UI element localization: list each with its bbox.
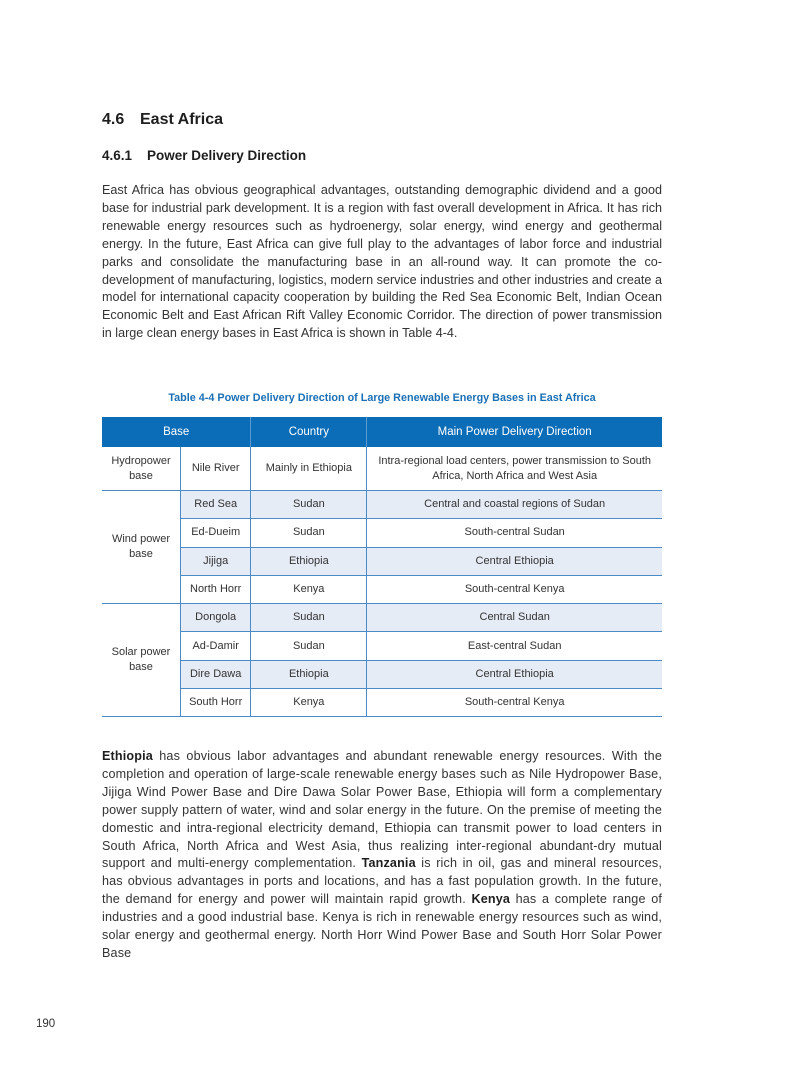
intro-paragraph: East Africa has obvious geographical advantages, outstanding demographic dividend and a good base for industrial park development. It is a region with fast overall development in Africa. It has rich renewable energy resources such as hydroenergy, solar energy, wind energy and geothermal energy. In the future, East Africa can give full play to the advantages of labor force and industrial parks and consolidate the manufacturing base in an all-round way. It can promote the co-development of manufacturing, logistics, modern service industries and other industries and create a model for international capacity cooperation by building the Red Sea Economic Belt, Indian Ocean Economic Belt and East African Rift Valley Economic Corridor. The direction of power transmission in large clean energy bases in East Africa is shown in Table 4-4. <box>102 183 662 341</box>
table-header-row <box>102 417 662 447</box>
tanzania-text: is rich in oil, gas and mineral resources, has obvious advantages in ports and locations, and has a fast population growth. In the future, the demand for energy and power will maintain rapid growth. <box>102 856 662 907</box>
base-cell: South Horr <box>181 689 251 717</box>
group-label: Hydropower base <box>102 447 181 491</box>
table-row <box>102 604 662 632</box>
country-cell: Sudan <box>251 491 367 519</box>
section-number: 4.6 <box>102 111 125 128</box>
table-row <box>102 632 662 660</box>
subsection-heading <box>102 148 306 163</box>
country-cell: Mainly in Ethiopia <box>251 447 367 491</box>
base-cell: Ed-Dueim <box>181 519 251 547</box>
direction-cell: South-central Sudan <box>367 519 662 547</box>
country-cell: Sudan <box>251 519 367 547</box>
kenya-term: Kenya <box>471 892 511 907</box>
group-label: Solar power base <box>102 604 181 717</box>
country-cell: Kenya <box>251 575 367 603</box>
country-cell: Ethiopia <box>251 547 367 575</box>
table-row <box>102 491 662 519</box>
base-cell: Nile River <box>181 447 251 491</box>
header-direction: Main Power Delivery Direction <box>367 417 662 447</box>
direction-cell: South-central Kenya <box>367 689 662 717</box>
direction-cell: Central Ethiopia <box>367 547 662 575</box>
direction-cell: Intra-regional load centers, power transmission to South Africa, North Africa and West Asia <box>367 447 662 491</box>
table-row <box>102 447 662 491</box>
page-number: 190 <box>36 1018 56 1030</box>
table-row <box>102 689 662 717</box>
subsection-title: Power Delivery Direction <box>147 148 307 163</box>
base-cell: Dire Dawa <box>181 660 251 688</box>
base-cell: Dongola <box>181 604 251 632</box>
base-cell: Red Sea <box>181 491 251 519</box>
direction-cell: Central Ethiopia <box>367 660 662 688</box>
country-paragraph <box>102 748 662 963</box>
header-base: Base <box>102 417 251 447</box>
table-row <box>102 519 662 547</box>
country-cell: Ethiopia <box>251 660 367 688</box>
base-cell: Ad-Damir <box>181 632 251 660</box>
direction-cell: Central Sudan <box>367 604 662 632</box>
tanzania-term: Tanzania <box>361 856 416 871</box>
base-cell: North Horr <box>181 575 251 603</box>
ethiopia-term: Ethiopia <box>102 749 153 763</box>
table-row <box>102 547 662 575</box>
table-row <box>102 575 662 603</box>
country-cell: Sudan <box>251 632 367 660</box>
section-heading <box>102 111 223 129</box>
direction-cell: South-central Kenya <box>367 575 662 603</box>
direction-cell: Central and coastal regions of Sudan <box>367 491 662 519</box>
table-caption: Table 4-4 Power Delivery Direction of Large Renewable Energy Bases in East Africa <box>168 392 596 404</box>
group-label: Wind power base <box>102 491 181 604</box>
direction-cell: East-central Sudan <box>367 632 662 660</box>
ethiopia-text: has obvious labor advantages and abundant renewable energy resources. With the completion and operation of large-scale renewable energy bases such as Nile Hydropower Base, Jijiga Wind Power Base and Dire Dawa Solar Power Base, Ethiopia will form a complementary power supply pattern of water, wind and solar energy in the future. On the premise of meeting the domestic and intra-regional electricity demand, Ethiopia can transmit power to load centers in South Africa, North Africa and West Asia, thus realizing inter-regional abundant-dry mutual support and multi-energy complementation. <box>102 749 662 871</box>
power-delivery-table <box>102 417 662 717</box>
subsection-number: 4.6.1 <box>102 148 133 163</box>
country-cell: Sudan <box>251 604 367 632</box>
section-title: East Africa <box>140 111 223 128</box>
base-cell: Jijiga <box>181 547 251 575</box>
header-country: Country <box>251 417 367 447</box>
country-cell: Kenya <box>251 689 367 717</box>
kenya-text: has a complete range of industries and a good industrial base. Kenya is rich in renewable energy resources such as wind, solar energy and geothermal energy. North Horr Wind Power Base and South Horr Solar Power Base <box>102 892 662 960</box>
table-row <box>102 660 662 688</box>
